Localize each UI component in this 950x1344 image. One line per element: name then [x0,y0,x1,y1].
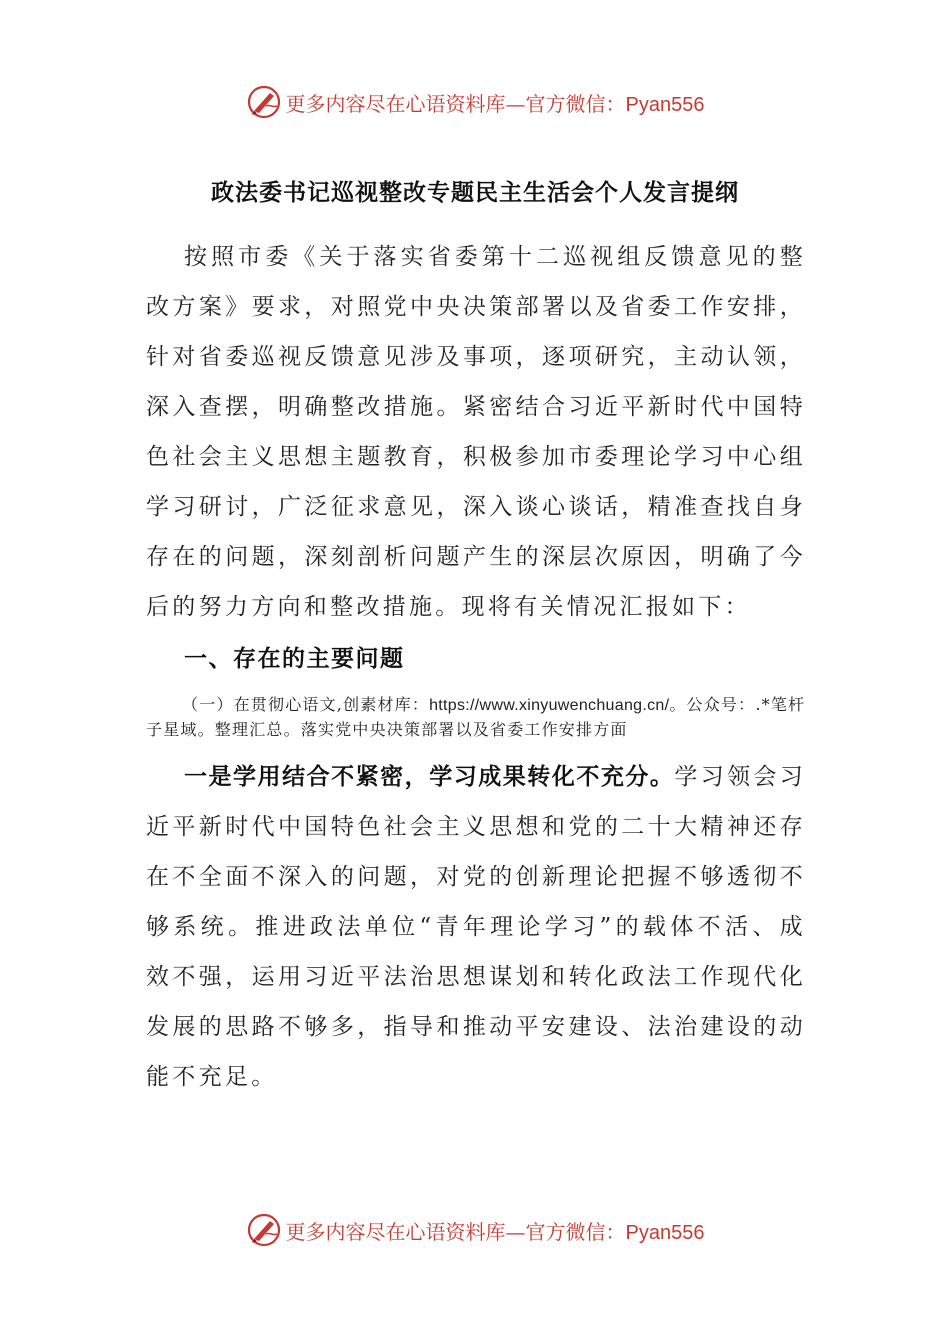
header-banner [0,80,950,124]
banner-slogan: 更多内容尽在心语资料库—官方微信： [285,91,626,116]
banner-text [286,1216,705,1245]
sub-heading [146,693,806,742]
banner-slogan: 更多内容尽在心语资料库—官方微信： [285,1219,626,1244]
point-one-body: 学习领会习近平新时代中国特色社会主义思想和党的二十大精神还存在不全面不深入的问题，对党的创新理论把握不够透彻不够系统。推进政法单位“青年理论学习”的载体不活、成效不强，运用习近平法治思想谋划和转化政法工作现代化发展的思路不够多，指导和推动平安建设、法治建设的动能不充足。 [146,764,807,1090]
intro-paragraph: 按照市委《关于落实省委第十二巡视组反馈意见的整改方案》要求，对照党中央决策部署以及省委工作安排，针对省委巡视反馈意见涉及事项，逐项研究，主动认领，深入查摆，明确整改措施。紧密结合习近平新时代中国特色社会主义思想主题教育，积极参加市委理论学习中心组学习研讨，广泛征求意见，深入谈心谈话，精准查找自身存在的问题，深刻剖析问题产生的深层次原因，明确了今后的努力方向和整改措施。现将有关情况汇报如下： [146,244,806,620]
page-title: 政法委书记巡视整改专题民主生活会个人发言提纲 [211,179,739,206]
footer-banner [0,1208,950,1252]
pen-logo-icon [246,84,282,120]
point-one-lead: 一是学用结合不紧密，学习成果转化不充分。 [184,763,675,790]
banner-text [286,88,705,117]
section-heading: 一、存在的主要问题 [184,645,405,672]
sub-heading-suffix: 。公众号：.*笔杆子星域。整理汇总。落实党中央决策部署以及省委工作安排方面 [146,695,806,739]
sub-heading-prefix: （一）在贯彻心语文,创素材库： [182,695,430,714]
banner-wechat-id: Pyan556 [625,1221,705,1244]
point-one-paragraph [146,752,806,1102]
pen-logo-icon [246,1212,282,1248]
source-url-link[interactable]: https://www.xinyuwenchuang.cn/ [429,697,670,714]
banner-wechat-id: Pyan556 [625,93,705,116]
